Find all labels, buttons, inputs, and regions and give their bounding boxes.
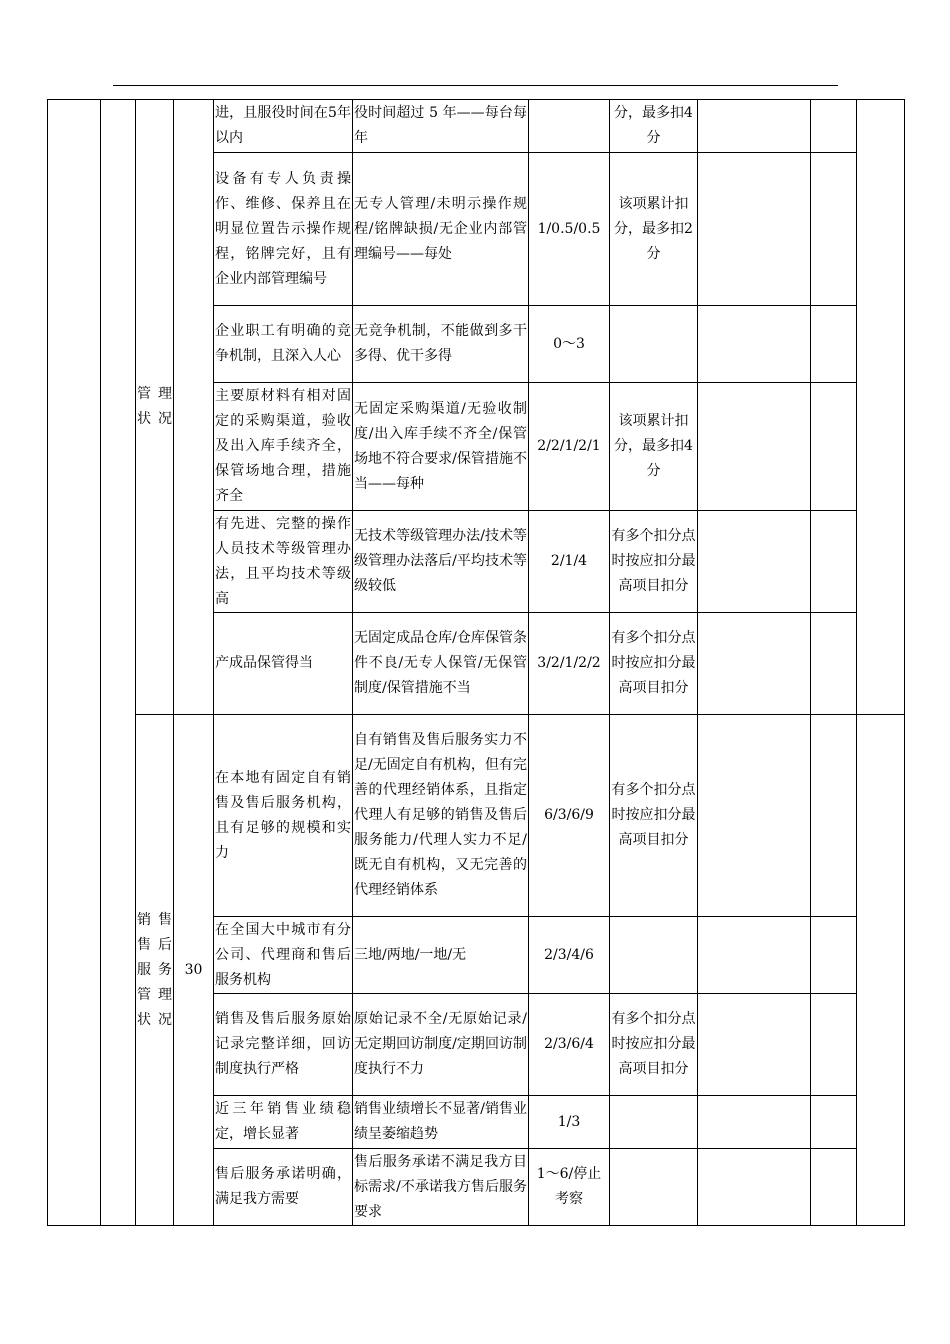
evaluation-table <box>47 99 905 1226</box>
score-cell: 1/0.5/0.5 <box>529 153 610 306</box>
category-cell: 管 理 状况 <box>136 100 174 715</box>
weight-cell: 30 <box>174 715 214 1226</box>
note-cell: 有多个扣分点时按应扣分最高项目扣分 <box>610 994 698 1096</box>
standard-cell: 设备有专人负责操作、维修、保养且在明显位置告示操作规程，铭牌完好，且有企业内部管理编号 <box>214 153 353 306</box>
blank-cell <box>698 511 811 613</box>
table-row <box>48 715 905 917</box>
standard-cell: 销售及售后服务原始记录完整详细，回访制度执行严格 <box>214 994 353 1096</box>
deduction-cell: 役时间超过 5 年——每台每年 <box>353 100 529 153</box>
score-cell: 3/2/1/2/2 <box>529 613 610 715</box>
blank-cell <box>811 100 857 153</box>
blank-cell <box>698 917 811 994</box>
blank-cell <box>811 1096 857 1149</box>
deduction-cell: 售后服务承诺不满足我方目标需求/不承诺我方售后服务要求 <box>353 1149 529 1226</box>
deduction-cell: 无固定采购渠道/无验收制度/出入库手续不齐全/保管场地不符合要求/保管措施不当——每种 <box>353 383 529 511</box>
note-cell <box>610 917 698 994</box>
deduction-cell: 无技术等级管理办法/技术等级管理办法落后/平均技术等级较低 <box>353 511 529 613</box>
deduction-cell: 无专人管理/未明示操作规程/铭牌缺损/无企业内部管理编号——每处 <box>353 153 529 306</box>
score-cell: 6/3/6/9 <box>529 715 610 917</box>
blank-cell <box>857 715 905 1226</box>
score-cell: 0～3 <box>529 306 610 383</box>
blank-cell <box>698 153 811 306</box>
standard-cell: 主要原材料有相对固定的采购渠道，验收及出入库手续齐全，保管场地合理，措施齐全 <box>214 383 353 511</box>
deduction-cell: 无固定成品仓库/仓库保管条件不良/无专人保管/无保管制度/保管措施不当 <box>353 613 529 715</box>
blank-cell <box>811 613 857 715</box>
note-cell: 分，最多扣4分 <box>610 100 698 153</box>
blank-cell <box>811 153 857 306</box>
standard-cell: 近三年销售业绩稳定，增长显著 <box>214 1096 353 1149</box>
score-cell <box>529 100 610 153</box>
note-cell <box>610 1096 698 1149</box>
blank-cell <box>811 917 857 994</box>
note-cell: 有多个扣分点时按应扣分最高项目扣分 <box>610 715 698 917</box>
table-row <box>48 100 905 153</box>
standard-cell: 企业职工有明确的竞争机制，且深入人心 <box>214 306 353 383</box>
note-cell: 该项累计扣分，最多扣4分 <box>610 383 698 511</box>
blank-cell <box>48 100 101 1226</box>
note-cell: 有多个扣分点时按应扣分最高项目扣分 <box>610 511 698 613</box>
blank-cell <box>698 306 811 383</box>
blank-cell <box>811 715 857 917</box>
blank-cell <box>698 715 811 917</box>
score-cell: 1～6/停止考察 <box>529 1149 610 1226</box>
blank-cell <box>857 100 905 715</box>
deduction-cell: 三地/两地/一地/无 <box>353 917 529 994</box>
score-cell: 1/3 <box>529 1096 610 1149</box>
blank-cell <box>698 994 811 1096</box>
note-cell <box>610 306 698 383</box>
deduction-cell: 自有销售及售后服务实力不足/无固定自有机构，但有完善的代理经销体系，且指定代理人有足够的销售及售后服务能力/代理人实力不足/既无自有机构，又无完善的代理经销体系 <box>353 715 529 917</box>
deduction-cell: 原始记录不全/无原始记录/无定期回访制度/定期回访制度执行不力 <box>353 994 529 1096</box>
blank-cell <box>811 1149 857 1226</box>
blank-cell <box>811 306 857 383</box>
blank-cell <box>698 1149 811 1226</box>
standard-cell: 在本地有固定自有销售及售后服务机构，且有足够的规模和实力 <box>214 715 353 917</box>
blank-cell <box>698 383 811 511</box>
blank-cell <box>811 383 857 511</box>
header-rule <box>113 85 838 86</box>
note-cell: 有多个扣分点时按应扣分最高项目扣分 <box>610 613 698 715</box>
deduction-cell: 销售业绩增长不显著/销售业绩呈萎缩趋势 <box>353 1096 529 1149</box>
standard-cell: 有先进、完整的操作人员技术等级管理办法，且平均技术等级高 <box>214 511 353 613</box>
score-cell: 2/1/4 <box>529 511 610 613</box>
note-cell <box>610 1149 698 1226</box>
score-cell: 2/2/1/2/1 <box>529 383 610 511</box>
standard-cell: 产成品保管得当 <box>214 613 353 715</box>
category-cell: 销 售 售 后 服 务 管 理 状况 <box>136 715 174 1226</box>
blank-cell <box>811 994 857 1096</box>
blank-cell <box>811 511 857 613</box>
standard-cell: 售后服务承诺明确，满足我方需要 <box>214 1149 353 1226</box>
blank-cell <box>698 1096 811 1149</box>
blank-cell <box>698 100 811 153</box>
note-cell: 该项累计扣分，最多扣2分 <box>610 153 698 306</box>
score-cell: 2/3/6/4 <box>529 994 610 1096</box>
weight-cell <box>174 100 214 715</box>
deduction-cell: 无竞争机制，不能做到多干多得、优干多得 <box>353 306 529 383</box>
blank-cell <box>101 100 136 1226</box>
standard-cell: 进，且服役时间在5年以内 <box>214 100 353 153</box>
blank-cell <box>698 613 811 715</box>
standard-cell: 在全国大中城市有分公司、代理商和售后服务机构 <box>214 917 353 994</box>
score-cell: 2/3/4/6 <box>529 917 610 994</box>
